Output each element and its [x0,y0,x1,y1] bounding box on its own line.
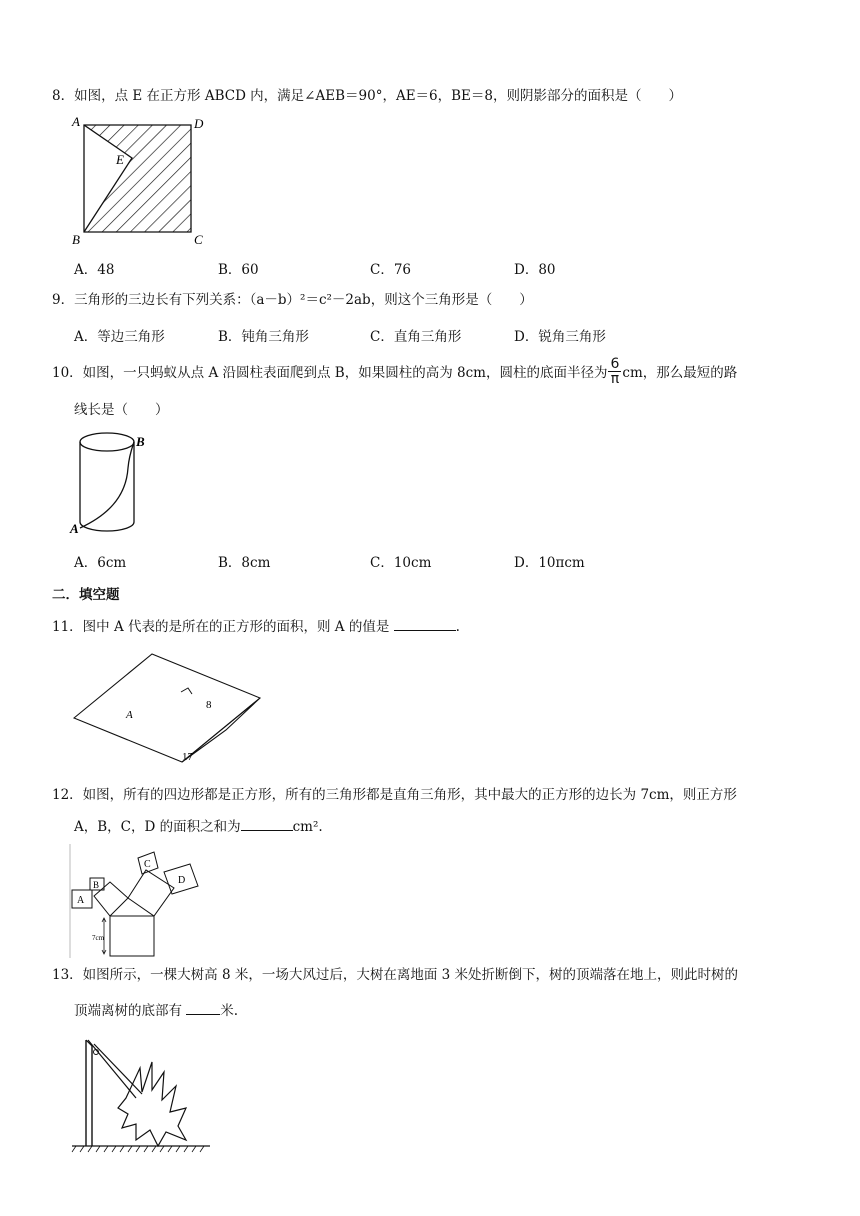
q8-option-b[interactable]: B．60 [218,262,259,278]
q13-text-line2-after: 米. [220,1003,239,1019]
q10-frac-den: π [610,371,620,387]
q12-label-a: A [77,895,85,906]
q9-text: 9．三角形的三边长有下列关系：（a－b）²＝c²－2ab，则这个三角形是（ ） [52,292,533,308]
q11-label-side1: 8 [206,699,212,711]
q8-label-c: C [194,232,203,247]
q10-label-b: B [136,434,145,449]
q10-text-before: 10．如图，一只蚂蚁从点 A 沿圆柱表面爬到点 B，如果圆柱的高为 8cm，圆柱的底面半径为 [52,365,608,381]
q9-option-b[interactable]: B．钝角三角形 [218,329,309,345]
q8-option-a[interactable]: A．48 [74,262,115,278]
q8-option-d[interactable]: D．80 [514,262,556,278]
q8-label-a: A [72,114,80,129]
q8-option-c[interactable]: C．76 [370,262,412,278]
q9-option-c[interactable]: C．直角三角形 [370,329,462,345]
q11-answer-blank[interactable] [394,616,456,631]
q13-answer-blank[interactable] [186,1000,220,1015]
q10-text-after: cm，那么最短的路 [622,365,738,381]
q11-text-after: . [455,619,460,635]
q13-text-line2 [74,1000,238,1021]
q10-fraction [608,357,621,386]
q12-label-len: 7cm [92,934,105,942]
q9-option-d[interactable]: D．锐角三角形 [514,329,606,345]
q10-figure [66,428,156,538]
q8-label-e: E [116,152,124,167]
q10-option-a[interactable]: A．6cm [74,555,127,571]
q13-text-line2-before: 顶端离树的底部有 [74,1003,187,1019]
q13-text-line1: 13．如图所示，一棵大树高 8 米，一场大风过后，大树在离地面 3 米处折断倒下，树的顶端落在地上，则此时树的 [52,967,739,983]
q8-text: 8．如图，点 E 在正方形 ABCD 内，满足∠AEB＝90°，AE＝6，BE＝8，则阴影部分的面积是（ ） [52,88,683,104]
q11-figure [66,648,266,770]
q12-text-line1: 12．如图，所有的四边形都是正方形，所有的三角形都是直角三角形，其中最大的正方形的边长为 7cm，则正方形 [52,787,737,803]
q12-text-line2 [74,816,323,837]
q10-label-a: A [70,521,79,536]
q12-label-b: B [93,880,100,890]
q8-label-d: D [194,116,204,131]
q9-option-a[interactable]: A．等边三角形 [74,329,165,345]
q12-label-c: C [144,859,151,870]
q8-label-b: B [72,232,80,247]
q11-label-side2: 17 [182,751,193,763]
q12-answer-blank[interactable] [241,816,293,831]
q10-text-line1 [52,356,738,388]
q12-text-line2-before: A，B，C，D 的面积之和为 [74,819,241,835]
q11-text-before: 11．图中 A 代表的是所在的正方形的面积，则 A 的值是 [52,619,394,635]
q13-figure [66,1028,216,1158]
q10-option-d[interactable]: D．10πcm [514,555,585,571]
q12-text-line2-after: cm². [292,819,323,835]
q10-option-b[interactable]: B．8cm [218,555,271,571]
q8-figure [66,112,216,250]
q10-option-c[interactable]: C．10cm [370,555,432,571]
section-title: 二．填空题 [52,587,120,603]
q11-label-a: A [126,709,133,721]
q10-text-line2: 线长是（ ） [74,402,169,418]
q12-label-d: D [178,875,186,886]
q11-text [52,616,460,637]
q12-figure [66,842,216,960]
q10-frac-num: 6 [610,356,620,372]
